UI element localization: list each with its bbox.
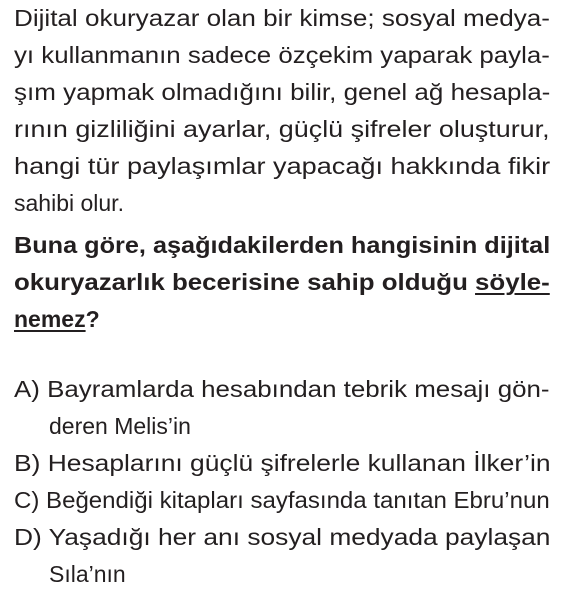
option-text: Beğendiği kitapları sayfasında tanıtan Ebru’nun	[46, 487, 550, 513]
option-text: Yaşadığı her anı sosyal medyada paylaşan	[48, 524, 551, 550]
passage-line: rının gizliliğini ayarlar, güçlü şifreler oluşturur,	[14, 116, 550, 142]
question-mark: ?	[85, 306, 100, 332]
option-line: deren Melis’in	[49, 413, 191, 439]
question-text: okuryazarlık becerisine sahip olduğu	[14, 269, 476, 295]
passage-line: şım yapmak olmadığını bilir, genel ağ hesapla-	[14, 79, 551, 105]
passage-line: sahibi olur.	[14, 190, 124, 216]
option-text: Hesaplarını güçlü şifrelerle kullanan İlker’in	[47, 450, 551, 476]
option-line	[14, 448, 551, 478]
option-line	[14, 485, 550, 515]
emphasis-negation: söyle-	[475, 269, 550, 295]
option-letter: A)	[14, 376, 40, 402]
option-line	[14, 522, 550, 552]
option-line: Sıla’nın	[49, 561, 126, 587]
passage-line: hangi tür paylaşımlar yapacağı hakkında fikir	[14, 153, 551, 179]
question-line: Buna göre, aşağıdakilerden hangisinin dijital	[14, 232, 551, 258]
emphasis-negation: nemez	[14, 306, 86, 332]
option-line	[14, 374, 550, 404]
passage-line: Dijital okuryazar olan bir kimse; sosyal medya-	[14, 5, 550, 31]
option-text: Bayramlarda hesabından tebrik mesajı gön-	[47, 376, 550, 402]
passage-line: yı kullanmanın sadece özçekim yaparak payla-	[14, 42, 550, 68]
question-line	[14, 267, 550, 297]
option-letter: B)	[14, 450, 41, 476]
option-letter: D)	[14, 524, 42, 550]
option-letter: C)	[14, 487, 40, 513]
question-line	[14, 304, 100, 334]
